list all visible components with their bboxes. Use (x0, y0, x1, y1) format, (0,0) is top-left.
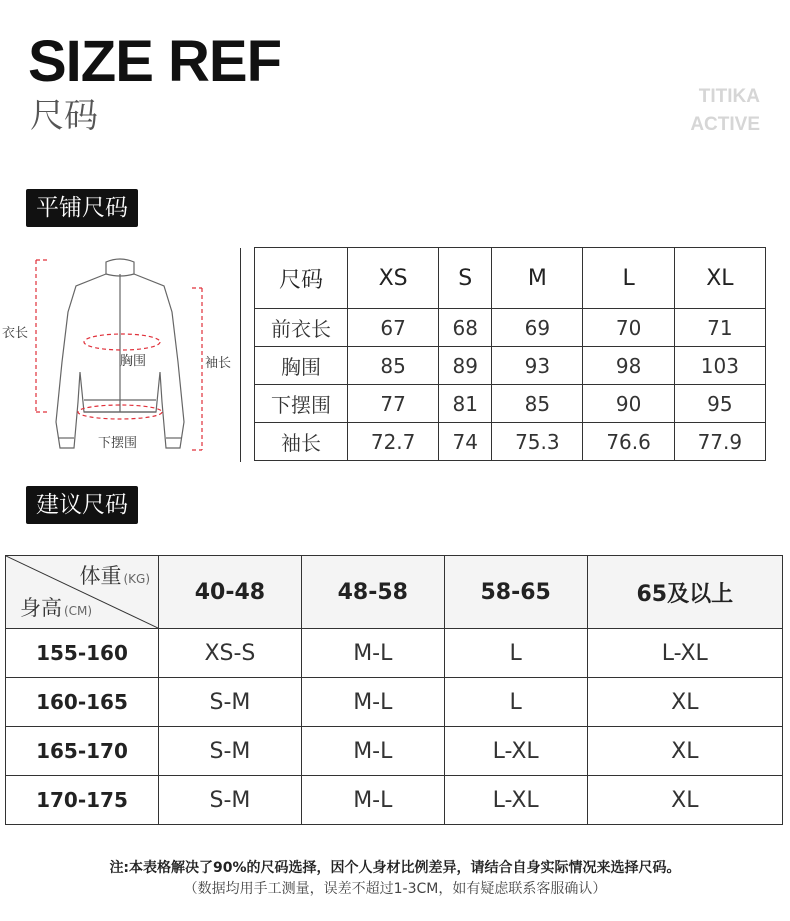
corner-weight-label: 体重 (KG) (79, 564, 150, 588)
table-cell: 90 (583, 385, 674, 423)
size-header-l: L (583, 248, 674, 309)
row-label: 胸围 (255, 347, 348, 385)
table-cell: S-M (159, 776, 302, 825)
table-cell: 85 (348, 347, 439, 385)
table-cell: 74 (439, 423, 492, 461)
page-subtitle: 尺码 (30, 96, 98, 136)
size-header-s: S (439, 248, 492, 309)
row-label: 165-170 (6, 727, 159, 776)
table-cell: L-XL (587, 629, 782, 678)
size-header-m: M (492, 248, 583, 309)
page-title: SIZE REF (28, 29, 282, 94)
table-corner-cell (6, 556, 159, 629)
table-header-row (255, 248, 766, 309)
table-cell: 77 (348, 385, 439, 423)
table-row (6, 727, 783, 776)
row-label: 170-175 (6, 776, 159, 825)
table-cell: 103 (674, 347, 765, 385)
table-row (255, 347, 766, 385)
table-cell: 75.3 (492, 423, 583, 461)
table-cell: 71 (674, 309, 765, 347)
diagram-label-sleeve: 袖长 (205, 356, 232, 371)
table-cell: 93 (492, 347, 583, 385)
corner-height-unit: (CM) (64, 604, 93, 618)
row-label: 袖长 (255, 423, 348, 461)
table-row (6, 629, 783, 678)
table-row (6, 678, 783, 727)
table-cell: 89 (439, 347, 492, 385)
corner-weight-unit: (KG) (123, 572, 150, 586)
row-label: 下摆围 (255, 385, 348, 423)
table-cell: XL (587, 727, 782, 776)
table-cell: 76.6 (583, 423, 674, 461)
table-cell: XL (587, 678, 782, 727)
table-corner-cell: 尺码 (255, 248, 348, 309)
weight-header: 65及以上 (587, 556, 782, 629)
row-label: 前衣长 (255, 309, 348, 347)
table-cell: 67 (348, 309, 439, 347)
table-cell: M-L (301, 678, 444, 727)
table-cell: M-L (301, 727, 444, 776)
flat-size-table (254, 247, 766, 461)
diagram-label-length: 衣长 (2, 326, 29, 341)
flat-size-section-label: 平铺尺码 (26, 189, 138, 227)
row-label: 160-165 (6, 678, 159, 727)
table-header-row (6, 556, 783, 629)
diagram-label-chest: 胸围 (120, 354, 147, 369)
table-cell: 72.7 (348, 423, 439, 461)
table-cell: L-XL (444, 776, 587, 825)
table-cell: 68 (439, 309, 492, 347)
table-cell: S-M (159, 727, 302, 776)
table-cell: L (444, 678, 587, 727)
jacket-diagram (0, 252, 240, 466)
weight-header: 48-58 (301, 556, 444, 629)
corner-height-label: 身高 (CM) (20, 596, 93, 620)
footnote-main: 注:本表格解决了90%的尺码选择，因个人身材比例差异，请结合自身实际情况来选择尺码。 (109, 860, 681, 876)
table-cell: M-L (301, 776, 444, 825)
table-cell: L-XL (444, 727, 587, 776)
suggested-size-table (5, 555, 783, 825)
brand-line-1: TITIKA (698, 86, 760, 107)
suggested-size-section-label: 建议尺码 (26, 486, 138, 524)
table-cell: 69 (492, 309, 583, 347)
table-cell: 70 (583, 309, 674, 347)
weight-header: 58-65 (444, 556, 587, 629)
table-cell: S-M (159, 678, 302, 727)
table-cell: 77.9 (674, 423, 765, 461)
size-header-xl: XL (674, 248, 765, 309)
table-cell: 85 (492, 385, 583, 423)
table-cell: 95 (674, 385, 765, 423)
section-divider (240, 248, 241, 462)
table-row (255, 423, 766, 461)
table-row (255, 385, 766, 423)
size-header-xs: XS (348, 248, 439, 309)
table-row (6, 776, 783, 825)
table-cell: M-L (301, 629, 444, 678)
diagram-label-hem: 下摆围 (98, 436, 138, 451)
table-cell: L (444, 629, 587, 678)
table-cell: 81 (439, 385, 492, 423)
table-row (255, 309, 766, 347)
weight-header: 40-48 (159, 556, 302, 629)
footnote-measurement: （数据均用手工测量，误差不超过1-3CM，如有疑虑联系客服确认） (183, 881, 607, 897)
brand-line-2: ACTIVE (690, 114, 760, 135)
table-cell: XS-S (159, 629, 302, 678)
row-label: 155-160 (6, 629, 159, 678)
table-cell: XL (587, 776, 782, 825)
table-cell: 98 (583, 347, 674, 385)
